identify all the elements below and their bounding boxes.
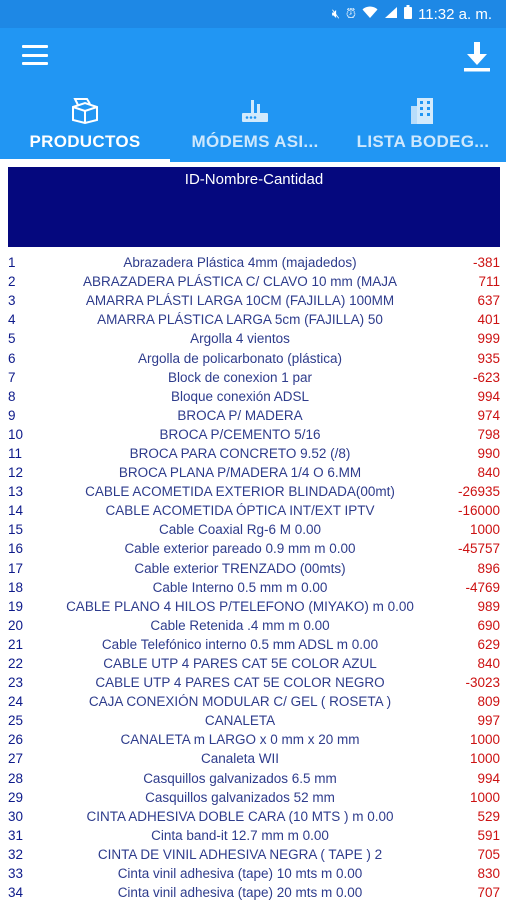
item-name: Canaleta WII — [200, 751, 280, 767]
item-qty: 711 — [478, 274, 500, 290]
list-item[interactable] — [0, 291, 506, 310]
tab-bar — [0, 94, 506, 162]
list-item[interactable] — [0, 635, 506, 654]
table-header: ID-Nombre-Cantidad — [8, 167, 500, 247]
item-id: 19 — [8, 598, 24, 614]
list-item[interactable] — [0, 387, 506, 406]
list-item[interactable] — [0, 559, 506, 578]
item-qty: 994 — [477, 388, 500, 404]
item-id: 29 — [8, 789, 24, 805]
item-name: Cable Telefónico interno 0.5 mm ADSL m 0.00 — [101, 636, 379, 652]
item-name: AMARRA PLÁSTICA LARGA 5cm (FAJILLA) 50 — [97, 312, 383, 328]
list-item[interactable] — [0, 520, 506, 539]
list-item[interactable] — [0, 692, 506, 711]
item-name: CABLE UTP 4 PARES CAT 5E COLOR NEGRO — [95, 675, 385, 691]
item-id: 30 — [8, 808, 24, 824]
package-icon — [0, 96, 170, 126]
item-qty: 974 — [477, 407, 500, 423]
item-name: Block de conexion 1 par — [167, 369, 313, 385]
item-qty: 989 — [477, 598, 500, 614]
item-name: BROCA P/CEMENTO 5/16 — [159, 426, 321, 442]
list-item[interactable] — [0, 616, 506, 635]
status-bar — [0, 0, 506, 28]
item-id: 13 — [8, 484, 24, 500]
item-name: Casquillos galvanizados 6.5 mm — [143, 770, 337, 786]
item-qty: 896 — [477, 560, 500, 576]
item-name: Cable exterior TRENZADO (00mts) — [134, 560, 346, 576]
item-id: 9 — [8, 407, 16, 423]
list-item[interactable] — [0, 501, 506, 520]
item-name: CABLE UTP 4 PARES CAT 5E COLOR AZUL — [103, 656, 377, 672]
list-item[interactable] — [0, 864, 506, 883]
item-qty: 840 — [477, 465, 500, 481]
item-qty: -381 — [472, 255, 500, 271]
item-name: CANALETA — [204, 713, 276, 729]
item-id: 24 — [8, 694, 24, 710]
item-id: 16 — [8, 541, 24, 557]
item-id: 14 — [8, 503, 24, 519]
item-qty: 401 — [477, 312, 500, 328]
item-name: Cable Coaxial Rg-6 M 0.00 — [158, 522, 322, 538]
list-item[interactable] — [0, 444, 506, 463]
item-qty: 1000 — [469, 732, 500, 748]
product-list[interactable] — [0, 253, 506, 900]
item-qty: -3023 — [465, 675, 500, 691]
list-item[interactable] — [0, 578, 506, 597]
item-id: 28 — [8, 770, 24, 786]
list-item[interactable] — [0, 463, 506, 482]
tab-lista-bodegas[interactable] — [340, 94, 506, 162]
status-time: 11:32 a. m. — [418, 5, 492, 23]
item-qty: -26935 — [457, 484, 500, 500]
item-id: 26 — [8, 732, 24, 748]
item-name: CABLE ACOMETIDA ÓPTICA INT/EXT IPTV — [105, 503, 375, 519]
item-id: 20 — [8, 617, 24, 633]
list-item[interactable] — [0, 539, 506, 558]
item-id: 8 — [8, 388, 16, 404]
tab-label: MÓDEMS ASI... — [191, 132, 319, 151]
item-qty: 999 — [477, 331, 500, 347]
item-name: CINTA ADHESIVA DOBLE CARA (10 MTS ) m 0.00 — [86, 808, 394, 824]
item-qty: 935 — [477, 350, 500, 366]
item-id: 17 — [8, 560, 24, 576]
item-name: Cinta vinil adhesiva (tape) 10 mts m 0.00 — [117, 866, 363, 882]
list-item[interactable] — [0, 845, 506, 864]
item-id: 12 — [8, 465, 24, 481]
list-item[interactable] — [0, 368, 506, 387]
item-id: 22 — [8, 656, 24, 672]
item-qty: 990 — [477, 445, 500, 461]
list-item[interactable] — [0, 253, 506, 272]
item-name: Abrazadera Plástica 4mm (majadedos) — [123, 255, 357, 271]
item-name: CAJA CONEXIÓN MODULAR C/ GEL ( ROSETA ) — [88, 694, 392, 710]
item-qty: 690 — [477, 617, 500, 633]
building-icon — [340, 96, 506, 126]
list-item[interactable] — [0, 749, 506, 768]
item-id: 2 — [8, 274, 16, 290]
item-qty: 840 — [477, 656, 500, 672]
item-id: 10 — [8, 426, 24, 442]
item-name: BROCA PLANA P/MADERA 1/4 O 6.MM — [118, 465, 362, 481]
list-item[interactable] — [0, 883, 506, 900]
item-qty: 798 — [477, 426, 500, 442]
list-item[interactable] — [0, 826, 506, 845]
item-id: 34 — [8, 885, 24, 900]
list-item[interactable] — [0, 654, 506, 673]
list-item[interactable] — [0, 482, 506, 501]
tab-label: LISTA BODEG... — [356, 132, 490, 151]
item-id: 5 — [8, 331, 16, 347]
item-id: 32 — [8, 846, 24, 862]
list-item[interactable] — [0, 329, 506, 348]
list-item[interactable] — [0, 597, 506, 616]
item-id: 15 — [8, 522, 24, 538]
item-name: Bloque conexión ADSL — [170, 388, 310, 404]
item-id: 1 — [8, 255, 16, 271]
item-qty: -623 — [472, 369, 500, 385]
item-id: 18 — [8, 579, 24, 595]
router-icon — [170, 96, 340, 126]
list-item[interactable] — [0, 769, 506, 788]
item-name: BROCA PARA CONCRETO 9.52 (/8) — [129, 445, 351, 461]
list-item[interactable] — [0, 807, 506, 826]
item-id: 23 — [8, 675, 24, 691]
list-item[interactable] — [0, 348, 506, 367]
item-qty: -16000 — [457, 503, 500, 519]
item-name: Cable Interno 0.5 mm m 0.00 — [152, 579, 328, 595]
item-qty: 1000 — [469, 522, 500, 538]
download-icon[interactable] — [462, 40, 492, 72]
app-bar — [0, 28, 506, 162]
item-name: CABLE PLANO 4 HILOS P/TELEFONO (MIYAKO) m 0.00 — [66, 598, 414, 614]
item-name: Argolla 4 vientos — [190, 331, 290, 347]
item-qty: 1000 — [469, 751, 500, 767]
item-name: Cable exterior pareado 0.9 mm m 0.00 — [124, 541, 356, 557]
item-id: 31 — [8, 827, 24, 843]
item-name: Argolla de policarbonato (plástica) — [137, 350, 343, 366]
item-name: AMARRA PLÁSTI LARGA 10CM (FAJILLA) 100MM — [85, 293, 395, 309]
list-item[interactable] — [0, 310, 506, 329]
item-name: CANALETA m LARGO x 0 mm x 20 mm — [120, 732, 360, 748]
list-item[interactable] — [0, 673, 506, 692]
item-qty: 1000 — [469, 789, 500, 805]
menu-icon[interactable] — [22, 45, 48, 65]
item-qty: 629 — [477, 636, 500, 652]
tab-label: PRODUCTOS — [29, 132, 141, 151]
item-qty: 809 — [477, 694, 500, 710]
list-item[interactable] — [0, 711, 506, 730]
item-qty: 637 — [477, 293, 500, 309]
item-id: 3 — [8, 293, 16, 309]
item-id: 4 — [8, 312, 16, 328]
item-qty: 994 — [477, 770, 500, 786]
item-qty: -45757 — [457, 541, 500, 557]
item-id: 25 — [8, 713, 24, 729]
item-id: 7 — [8, 369, 16, 385]
item-name: ABRAZADERA PLÁSTICA C/ CLAVO 10 mm (MAJA — [82, 274, 398, 290]
item-name: Casquillos galvanizados 52 mm — [145, 789, 335, 805]
item-name: CABLE ACOMETIDA EXTERIOR BLINDADA(00mt) — [85, 484, 395, 500]
item-name: Cinta vinil adhesiva (tape) 20 mts m 0.00 — [117, 885, 363, 900]
item-id: 11 — [8, 445, 23, 461]
item-name: Cinta band-it 12.7 mm m 0.00 — [151, 827, 329, 843]
item-qty: 705 — [477, 846, 500, 862]
battery-icon — [404, 5, 412, 23]
item-qty: 997 — [477, 713, 500, 729]
item-qty: 707 — [477, 885, 500, 900]
item-qty: -4769 — [465, 579, 500, 595]
wifi-icon — [362, 6, 378, 23]
signal-icon — [384, 6, 398, 23]
item-qty: 830 — [477, 866, 500, 882]
tab-productos[interactable] — [0, 94, 170, 162]
list-item[interactable] — [0, 406, 506, 425]
item-id: 6 — [8, 350, 16, 366]
mute-icon: 🔇︎ — [331, 6, 340, 22]
item-qty: 529 — [477, 808, 500, 824]
tab-modems-asignados[interactable] — [170, 94, 340, 162]
alarm-icon: ⏰︎ — [345, 6, 357, 22]
item-name: CINTA DE VINIL ADHESIVA NEGRA ( TAPE ) 2 — [97, 846, 383, 862]
item-name: Cable Retenida .4 mm m 0.00 — [150, 617, 330, 633]
item-qty: 591 — [477, 827, 500, 843]
list-item[interactable] — [0, 272, 506, 291]
list-item[interactable] — [0, 425, 506, 444]
list-item[interactable] — [0, 788, 506, 807]
item-id: 33 — [8, 866, 24, 882]
item-id: 21 — [8, 636, 24, 652]
item-name: BROCA P/ MADERA — [177, 407, 303, 423]
item-id: 27 — [8, 751, 24, 767]
list-item[interactable] — [0, 730, 506, 749]
